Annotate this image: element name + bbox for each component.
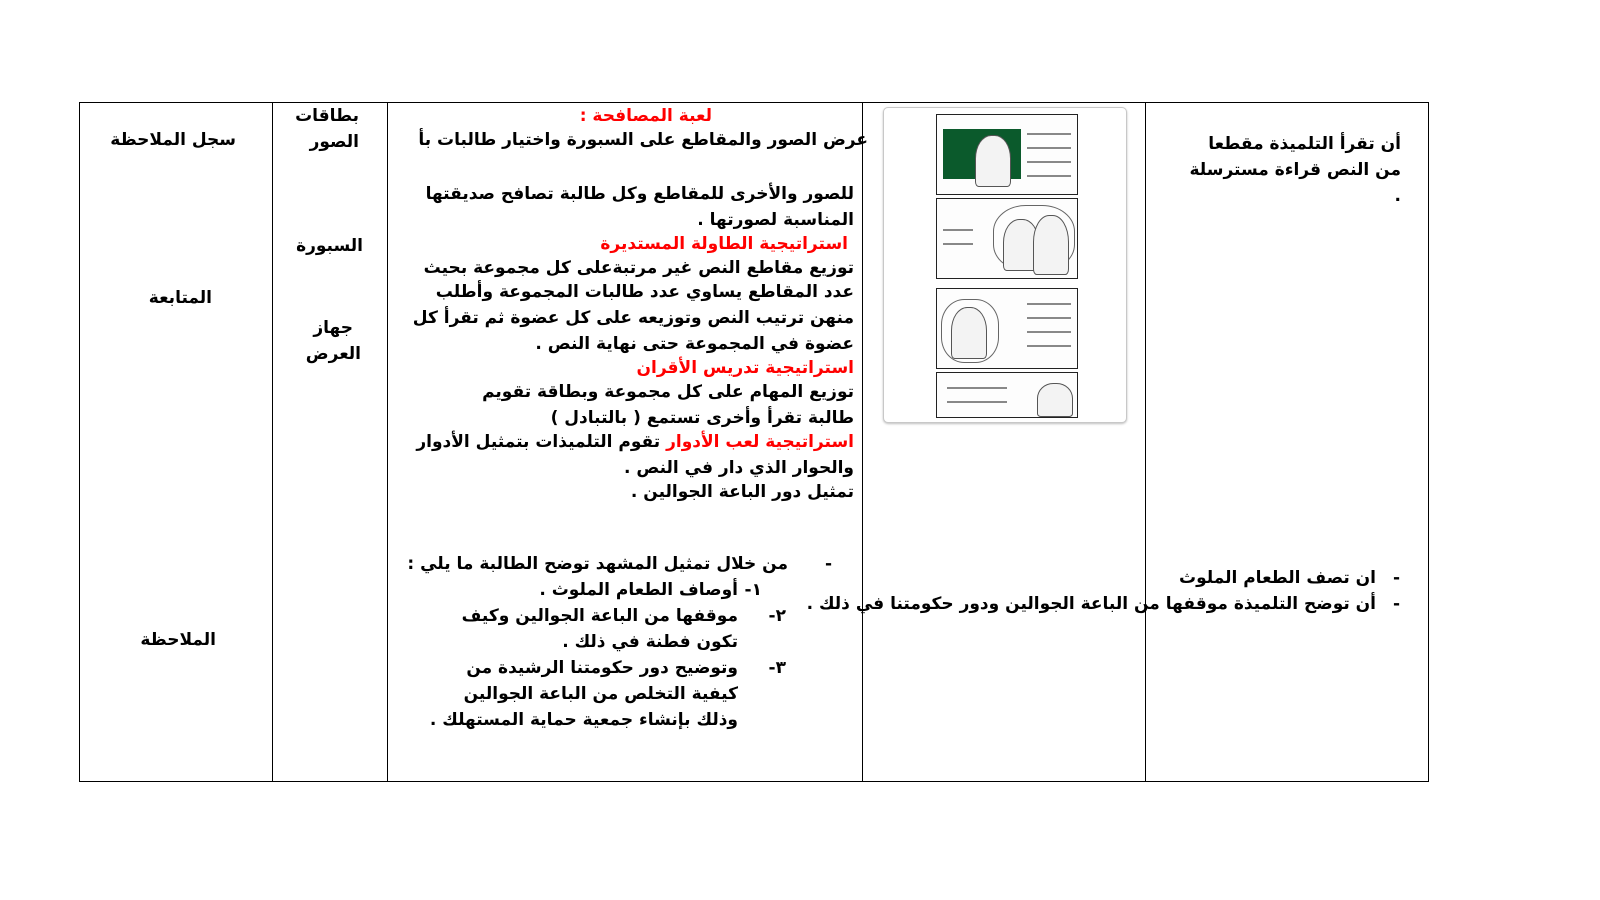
comic-strip-image [883,107,1127,423]
activity-text: للصور والأخرى للمقاطع وكل طالبة تصافح صديقتها [425,184,854,204]
role-play-line [416,429,854,455]
objective-reading: أن تقرأ التلميذة مقطعا من النص قراءة مسترسلة . [1189,134,1401,206]
objective-item: - ان تصف الطعام الملوث [1150,565,1400,591]
activity-text: عدد المقاطع يساوي عدد طالبات المجموعة وأطلب [435,282,854,302]
scene-intro: من خلال تمثيل المشهد توضح الطالبة ما يلي : [407,554,788,574]
activity-text: تقوم التلميذات بتمثيل الأدوار [416,432,661,452]
scene-list-item: ٢-موقفها من الباعة الجوالين وكيف تكون فطنة في ذلك . [461,606,786,652]
scene-list-item: ١-أوصاف الطعام الملوث . [539,580,762,600]
lesson-row [80,103,1429,782]
image-cell [863,103,1146,782]
resource-projector: جهاز [313,318,353,338]
peer-teaching-title: استراتيجية تدريس الأقران [636,358,854,378]
activity-text: المناسبة لصورتها . [697,210,854,230]
objectives-list [806,565,1400,617]
comic-panel [936,198,1078,279]
objectives-cell [806,103,1429,782]
evaluation-record: سجل الملاحظة [110,130,236,150]
scene-bullet: - [824,554,832,574]
evaluation-cell [80,103,273,782]
resource-cards: الصور [309,132,359,152]
objective-item: - أن توضح التلميذة موقفها من الباعة الجوالين ودور حكومتنا في ذلك . [1150,591,1400,617]
activity-text: تمثيل دور الباعة الجوالين . [630,482,854,502]
activity-text: منهن ترتيب النص وتوزيعه على كل عضوة ثم تقرأ كل [412,308,854,328]
resources-cell [273,103,388,782]
resource-projector: العرض [305,344,361,364]
handshake-game-title: لعبة المصافحة : [579,106,712,126]
scene-list-item: ٣-وتوضيح دور حكومتنا الرشيدة من كيفية التخلص من الباعة الجوالين وذلك بإنشاء جمعية حماية المستهلك . [429,658,786,730]
resource-board: السبورة [296,236,363,256]
evaluation-followup: المتابعة [148,288,212,308]
activities-cell [388,103,868,782]
comic-panel [936,288,1078,369]
comic-panel [936,372,1078,418]
activity-text: والحوار الذي دار في النص . [624,458,854,478]
evaluation-observation: الملاحظة [140,630,216,650]
activity-text: عضوة في المجموعة حتى نهاية النص . [535,334,854,354]
roundtable-strategy-title: استراتيجية الطاولة المستديرة [600,234,848,254]
resource-cards: بطاقات [295,106,359,126]
activity-text: توزيع المهام على كل مجموعة وبطاقة تقويم [482,382,854,402]
activity-text: طالبة تقرأ وأخرى تستمع ( بالتبادل ) [550,408,854,428]
scene-list [422,577,786,733]
lesson-plan-table [79,102,1429,782]
activity-text: عرض الصور والمقاطع على السبورة واختيار طالبات بأ [418,130,868,150]
comic-panel [936,114,1078,195]
activity-text: توزيع مقاطع النص غير مرتبةعلى كل مجموعة بحيث [423,258,854,278]
role-play-title: استراتيجية لعب الأدوار [666,432,854,452]
